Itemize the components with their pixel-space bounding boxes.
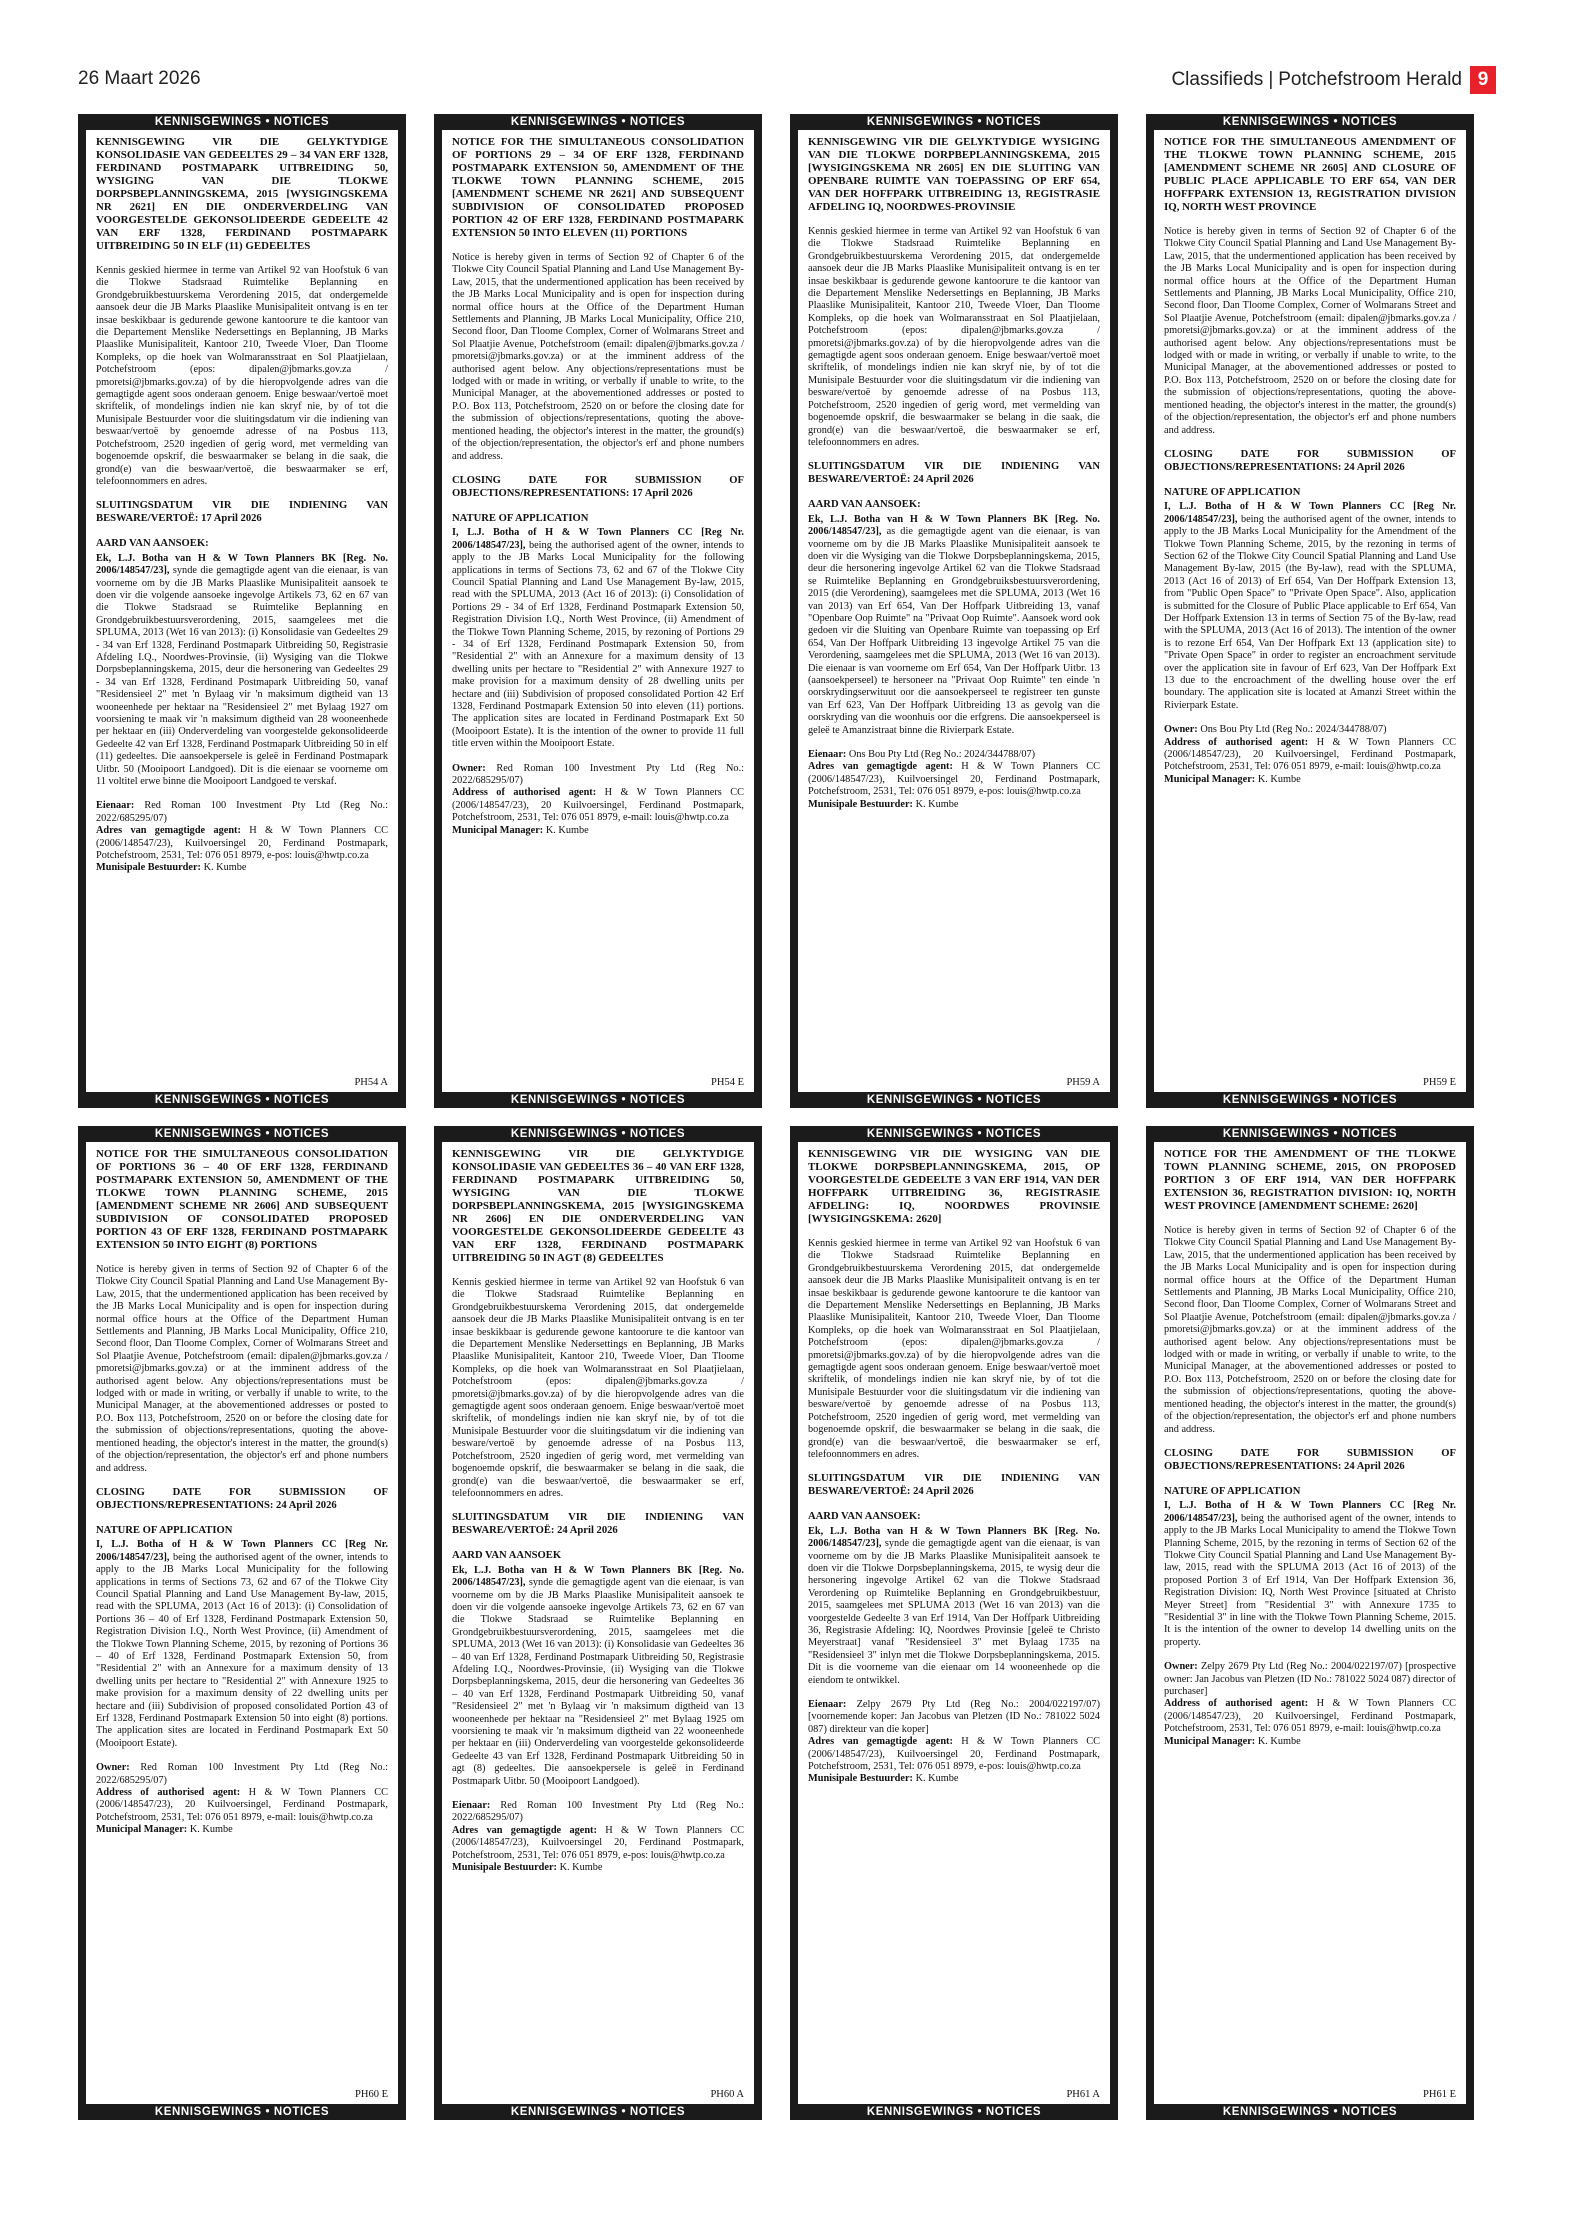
application-text: as die gemagtigde agent van die eienaar, is van voorneme om by die JB Marks Plaaslike Munisipaliteit aansoek te doen vir die Wysiging van die Tlokwe Dorpsbeplanningskema, 2015, deur die hersonering ingevolge Artikel 62 van die Tlokwe Stadsraad se Ruimtelike Beplanning en Grondgebruiksbestuursverordening, 2015 (die Verordening), saamgelees met die SPLUMA, 2013 (Wet 16 van 2013) van Erf 654, Van Der Hoffpark Uitbreiding 13, vanaf "Openbare Oop Ruimte" na "Privaat Oop Ruimte". Aansoek word ook gedoen vir die Sluiting van Openbare Ruimte van toepassing op Erf 654, Van Der Hoffpark Uitbreiding 13 ingevolge Artikel 75 van die Verordening, saamgelees met die SPLUMA, 2013 (Wet 16 van 2013). Die eienaar is van voorneme om Erf 654, Van Der Hoffpark Uitbr. 13 (aansoekperseel) te hersoneer na "Privaat Oop Ruimte" ten einde 'n oorskrydingserwituut oor die aansoekperseel te registreer ten gunste van Erf 623, Van Der Hoffpark Uitbreiding 13 as gevolg van die oorskryding van die woonhuis oor die erfgrens. Die aansoekperseel is geleë te Amanzistraat binne die Rivierpark Estate. — [808, 526, 1100, 736]
notice-box — [790, 1126, 1118, 2120]
agent-label: Address of authorised agent: — [452, 787, 597, 799]
application-text: being the authorised agent of the owner, intends to apply to the JB Marks Local Municipality for the Amendment of the Tlokwe Town Planning Scheme, 2015, by the rezoning in terms of Section 62 of the Tlokwe City Council Spatial Planning and Land Use Management By-law, 2015 (the By-law), read with the SPLUMA, 2013 (Act 16 of 2013) of Erf 654, Van Der Hoffpark Extension 13, from "Public Open Space" to "Private Open Space". Also, application is submitted for the Closure of Public Place applicable to Erf 654, Van Der Hoffpark Extension 13 in terms of Section 75 of the By-law, read with the SPLUMA, 2013 (Act 16 of 2013). The intention of the owner is to rezone Erf 654, Van Der Hoffpark Ext 13 (application site) to "Private Open Space" in order to register an encroachment servitude over the application site in favour of Erf 623, Van Der Hoffpark Ext 13 due to the encroachment of the dwelling house over the erf boundary. The application site is located at Amanzi Street within the Rivierpark Estate. — [1164, 513, 1456, 711]
notice-band-top — [78, 114, 406, 130]
notice-reference: PH61 A — [1062, 2089, 1100, 2100]
closing-date: CLOSING DATE FOR SUBMISSION OF OBJECTIONS/REPRESENTATIONS: 24 April 2026 — [96, 1486, 388, 1511]
agent-line — [1164, 1698, 1456, 1735]
owner-line — [1164, 724, 1456, 736]
application-paragraph — [808, 514, 1100, 737]
notice-band-label: KENNISGEWINGS • NOTICES — [510, 1094, 686, 1106]
closing-date: SLUITINGSDATUM VIR DIE INDIENING VAN BESWARE/VERTOË: 24 April 2026 — [808, 461, 1100, 486]
closing-date: CLOSING DATE FOR SUBMISSION OF OBJECTIONS/REPRESENTATIONS: 24 April 2026 — [1164, 448, 1456, 473]
application-text: synde die gemagtigde agent van die eienaar, is van voorneme om by die JB Marks Plaaslike Munisipaliteit aansoek te doen vir die Tlokwe Dorpsbeplanningskema, 2015, te wysig deur die hersonering ingevolge Artikel 62 van die Tlokwe Stadsraad Verordening op Ruimtelike Beplanning en Grondgebruikbestuur, 2015, saamgelees met SPLUMA 2013 (Wet 16 van 2013) van die voorgestelde Gedeelte 3 van Erf 1914, Van Der Hoffpark Uitbreiding 36, Registrasie Afdeling: IQ, Noordwes Provinsie [geleë te Christo Meyerstraat] vanaf "Residensieel 3" met Bylaag 1735 na "Residensieel 3" inlyn met die Tlokwe Dorpsbeplanningskema, 2015. Dit is die voorneme van die eienaar om 14 wooneenhede op die eiendom te ontwikkel. — [808, 1538, 1100, 1686]
manager-label: Municipal Manager: — [1164, 1735, 1256, 1747]
notice-text — [452, 252, 744, 837]
notice-band-top — [78, 1126, 406, 1142]
agent-line — [96, 825, 388, 862]
agent-value: H & W Town Planners CC (2006/148547/23), 20 Kuilvoersingel, Ferdinand Postmapark, Potchefstroom, 2531, Tel: 076 051 8979, e-mail: louis@hwtp.co.za — [96, 1787, 388, 1823]
manager-line — [808, 1773, 1100, 1785]
notice-reference: PH61 E — [1419, 2089, 1456, 2100]
owner-line — [1164, 1661, 1456, 1698]
applicant-name: Ek, L.J. Botha van H & W Town Planners BK [Reg. No. 2006/148547/23], — [96, 552, 388, 577]
closing-date: SLUITINGSDATUM VIR DIE INDIENING VAN BESWARE/VERTOË: 17 April 2026 — [96, 500, 388, 525]
manager-label: Municipal Manager: — [96, 1824, 188, 1836]
notice-band-bottom — [1146, 1092, 1474, 1108]
notice-band-top — [1146, 114, 1474, 130]
owner-label: Owner: — [1164, 724, 1198, 736]
notice-title: KENNISGEWING VIR DIE GELYKTYDIGE KONSOLIDASIE VAN GEDEELTES 36 – 40 VAN ERF 1328, FERDINAND POSTMAPARK UITBREIDING 50, WYSIGING VAN DIE TLOKWE DORPSBEPLANNINGSKEMA, 2015 [WYSIGINGSKEMA NR 2606] EN DIE ONDERVERDELING VAN VOORGESTELDE GEKONSOLIDEERDE GEDEELTE 43 VAN ERF 1328, FERDINAND POSTMAPARK UITBREIDING 50 IN AGT (8) GEDEELTES — [452, 1148, 744, 1264]
manager-value: K. Kumbe — [1257, 1735, 1301, 1747]
applicant-name: I, L.J. Botha of H & W Town Planners CC [Reg Nr. 2006/148547/23], — [1164, 501, 1456, 525]
notice-body — [96, 1148, 388, 2100]
agent-label: Adres van gemagtigde agent: — [452, 1824, 597, 1836]
notice-title: NOTICE FOR THE AMENDMENT OF THE TLOKWE TOWN PLANNING SCHEME, 2015, ON PROPOSED PORTION 3 OF ERF 1914, VAN DER HOFFPARK EXTENSION 36, REGISTRATION DIVISION: IQ, NORTH WEST PROVINCE [AMENDMENT SCHEME: 2620] — [1164, 1148, 1456, 1212]
application-paragraph — [452, 1565, 744, 1788]
application-text: being the authorised agent of the owner, intends to apply to the JB Marks Local Municipality to amend the Tlokwe Town Planning Scheme, 2015, by the rezoning in terms of Section 62 of the Tlokwe City Council Spatial Planning and Land Use Management By-law, 2015, read with the SPLUMA 2013 (Act 16 of 2013) of the proposed Portion 3 of Erf 1914, Van Der Hoffpark Extension 36, Registration Division: IQ, North West Province [situated at Christo Meyer Street] from "Residential 3" with Annexure 1735 to "Residential 3" in line with the Tlokwe Town Planning Scheme, 2015. It is the intention of the owner to develop 14 dwelling units on the property. — [1164, 1512, 1456, 1648]
owner-value: Red Roman 100 Investment Pty Ltd (Reg No.: 2022/685295/07) — [452, 762, 744, 787]
notice-body — [1164, 136, 1456, 1088]
applicant-name: Ek, L.J. Botha van H & W Town Planners BK [Reg. No. 2006/148547/23], — [808, 513, 1100, 538]
application-heading: NATURE OF APPLICATION — [96, 1524, 233, 1536]
owner-line — [452, 763, 744, 788]
application-paragraph — [96, 553, 388, 789]
agent-line — [1164, 737, 1456, 774]
application-text: synde die gemagtigde agent van die eienaar, is van voorneme om by die JB Marks Plaaslike Munisipaliteit aansoek te doen vir die volgende aansoeke ingevolge Artikels 73, 62 en 67 van die Tlokwe Stadsraad se Ruimtelike Beplanning en Grondgebruikbestuursverordening, 2015, saamgelees met die SPLUMA, 2013 (Wet 16 van 2013): (i) Konsolidasie van Gedeeltes 29 - 34 van Erf 1328, Ferdinand Postmapark Uitbreiding 50, Registrasie Afdeling I.Q., Noordwes-Provinsie, (ii) Wysiging van die Tlokwe Dorpsbeplanningskema, 2015, deur die hersonering van Gedeeltes 29 - 34 van Erf 1328, Ferdinand Postmapark Uitbreiding 50, vanaf "Residensieel 2" met 'n Bylaag vir 'n maksimum digtheid van 13 wooneenhede per hektaar na "Residensieel 2" met Bylaag 1927 om voorsiening te maak vir 'n maksimum digtheid van 28 wooneenhede per hektaar en (iii) Onderverdeling van voorgestelde gekonsolideerde Gedeelte 42 van Erf 1328, Ferdinand Postmapark Uitbreiding 50 in elf (11) gedeeltes. Die aansoekpersele is geleë in Ferdinand Postmapark Uitbr. 50 (Mooipoort Landgoed). Dit is die eienaar se voorneme om 11 voltitel erwe binne die Mooipoort Landgoed te verskaf. — [96, 565, 388, 788]
manager-label: Munisipale Bestuurder: — [808, 1773, 913, 1785]
notice-reference: PH59 A — [1062, 1077, 1100, 1088]
paper-name: Potchefstroom Herald — [1278, 69, 1462, 90]
owner-value: Zelpy 2679 Pty Ltd (Reg No.: 2004/022197/07) [prospective owner: Jan Jacobus van Pletzen (ID No.: 781022 5024 087) director of purchaser] — [1164, 1661, 1456, 1697]
application-paragraph — [808, 1526, 1100, 1687]
manager-line — [452, 1862, 744, 1874]
agent-line — [808, 761, 1100, 798]
notice-text — [1164, 1225, 1456, 1748]
issue-date: 26 Maart 2026 — [78, 68, 201, 89]
manager-value: K. Kumbe — [915, 798, 959, 810]
notice-title: KENNISGEWING VIR DIE GELYKTYDIGE WYSIGING VAN DIE TLOKWE DORPBEPLANNINGSKEMA, 2015 [WYSIGINGSKEMA NR 2605] EN DIE SLUITING VAN OPENBARE RUIMTE VAN TOEPASSING OP ERF 654, VAN DER HOFFPARK UITBREIDING 13, REGISTRASIE AFDELING IQ, NOORDWES-PROVINSIE — [808, 136, 1100, 213]
owner-label: Eienaar: — [96, 800, 135, 812]
notice-band-label: KENNISGEWINGS • NOTICES — [866, 116, 1042, 128]
application-text: being the authorised agent of the owner, intends to apply to the JB Marks Local Municipality for the following applications in terms of Sections 73, 62 and 67 of the Tlokwe City Council Spatial Planning and Land Use Management By-law, 2015, read with the SPLUMA, 2013 (Act 16 of 2013): (i) Consolidation of Portions 36 – 40 of Erf 1328, Ferdinand Postmapark Extension 50, Registration Division I.Q., North West Province, (ii) Amendment of the Tlokwe Town Planning Scheme, 2015, by rezoning of Portions 36 – 40 of Erf 1328, Ferdinand Postmapark Extension 50, from "Residential 2" with an Annexure for a maximum density of 13 dwelling units per hectare to "Residential 2" with Annexure 1925 to make provision for a maximum density of 22 dwelling units per hectare and (iii) Subdivision of proposed consolidated Portion 43 of Erf 1328, Ferdinand Postmapark Extension 50 into eight (8) portions. The application sites are located in Ferdinand Postmapark Ext 50 (Mooipoort Estate). — [96, 1551, 388, 1749]
manager-line — [96, 1824, 388, 1836]
notice-band-bottom — [790, 1092, 1118, 1108]
owner-value: Red Roman 100 Investment Pty Ltd (Reg No.: 2022/685295/07) — [452, 1800, 744, 1824]
application-text: being the authorised agent of the owner, intends to apply to the JB Marks Local Municipality for the following applications in terms of Sections 73, 62 and 67 of the Tlokwe City Council Spatial Planning and Land Use Management By-law, 2015, read with the SPLUMA, 2013 (Act 16 of 2013): (i) Consolidation of Portions 29 - 34 of Erf 1328, Ferdinand Postmapark Extension 50, Registration Division I.Q., North West Province, (ii) Amendment of the Tlokwe Town Planning Scheme, 2015, by rezoning of Portions 29 - 34 of Erf 1328, Ferdinand Postmapark Extension 50, from "Residential 2" with an Annexure for a maximum density of 13 dwelling units per hectare to "Residential 2" with Annexure 1927 to make provision for a maximum density of 28 dwelling units per hectare and (iii) Subdivision of proposed consolidated Portion 42 Erf 1328, Ferdinand Postmapark Extension 50 into eleven (11) portions. The application sites are located in Ferdinand Postmapark Ext 50 (Mooipoort Estate). It is the intention of the owner to provide 11 full title erven within the Mooipoort Estate. — [452, 539, 744, 750]
manager-value: K. Kumbe — [545, 824, 589, 836]
agent-label: Address of authorised agent: — [1164, 1698, 1309, 1710]
agent-label: Adres van gemagtigde agent: — [808, 761, 953, 773]
notice-body — [1164, 1148, 1456, 2100]
application-heading: NATURE OF APPLICATION — [1164, 486, 1301, 498]
owner-label: Owner: — [452, 762, 486, 774]
notice-paragraph: Notice is hereby given in terms of Section 92 of Chapter 6 of the Tlokwe City Council Spatial Planning and Land Use Management By-Law, 2015, that the undermentioned application has been received by the JB Marks Local Municipality and is open for inspection during normal office hours at the Office of the Department Human Settlements and Planning, JB Marks Local Municipality, Office 210, Second floor, Dan Tloome Complex, Corner of Wolmarans Street and Sol Plaatjie Avenue, Potchefstroom (email: dipalen@jbmarks.gov.za / pmoretsi@jbmarks.gov.za) or at the imminent address of the authorised agent below. Any objections/representations must be lodged with or made in writing, or verbally if unable to write, to the Municipal Manager, at the abovementioned addresses or posted to P.O. Box 113, Potchefstroom, 2520 on or before the closing date for the submission of objections/representations, quoting the above-mentioned heading, the objector's interest in the matter, the ground(s) of the objection/representation, the objector's erf and phone numbers and address. — [96, 1264, 388, 1474]
manager-line — [1164, 774, 1456, 786]
application-heading: NATURE OF APPLICATION — [1164, 1485, 1301, 1497]
notice-reference: PH54 E — [707, 1077, 744, 1088]
page-number-badge: 9 — [1470, 66, 1496, 94]
closing-date: CLOSING DATE FOR SUBMISSION OF OBJECTIONS/REPRESENTATIONS: 17 April 2026 — [452, 474, 744, 499]
application-paragraph — [452, 527, 744, 750]
agent-value: H & W Town Planners CC (2006/148547/23), 20 Kuilvoersingel, Ferdinand Postmapark, Potchefstroom, 2531, Tel: 076 051 8979, e-mail: louis@hwtp.co.za — [1164, 736, 1456, 773]
owner-value: Ons Bou Pty Ltd (Reg No.: 2024/344788/07) — [1200, 724, 1387, 736]
owner-label: Owner: — [96, 1762, 130, 1774]
notice-band-top — [434, 114, 762, 130]
agent-label: Address of authorised agent: — [1164, 736, 1309, 748]
notice-reference: PH54 A — [350, 1077, 388, 1088]
agent-value: H & W Town Planners CC (2006/148547/23), 20 Kuilvoersingel, Ferdinand Postmapark, Potchefstroom, 2531, Tel: 076 051 8979, e-mail: louis@hwtp.co.za — [452, 787, 744, 824]
owner-value: Red Roman 100 Investment Pty Ltd (Reg No.: 2022/685295/07) — [96, 1762, 388, 1786]
owner-line — [808, 749, 1100, 761]
notice-band-bottom — [790, 2104, 1118, 2120]
notice-band-label: KENNISGEWINGS • NOTICES — [1222, 116, 1398, 128]
owner-value: Zelpy 2679 Pty Ltd (Reg No.: 2004/022197/07) [voornemende koper: Jan Jacobus van Pletzen (ID No.: 781022 5024 087) direkteur van die koper] — [808, 1698, 1100, 1735]
agent-value: H & W Town Planners CC (2006/148547/23), Kuilvoersingel 20, Ferdinand Postmapark, Potchefstroom, 2531, Tel: 076 051 8979, e-pos: louis@hwtp.co.za — [452, 1824, 744, 1861]
manager-line — [96, 862, 388, 874]
application-heading: AARD VAN AANSOEK: — [808, 498, 921, 510]
agent-line — [452, 787, 744, 824]
notice-title: KENNISGEWING VIR DIE GELYKTYDIGE KONSOLIDASIE VAN GEDEELTES 29 – 34 VAN ERF 1328, FERDINAND POSTMAPARK UITBREIDING 50, WYSIGING VAN DIE TLOKWE DORPSBEPLANNINGSKEMA, 2015 [WYSIGINGSKEMA NR 2621] EN DIE ONDERVERDELING VAN VOORGESTELDE GEKONSOLIDEERDE GEDEELTE 42 VAN ERF 1328, FERDINAND POSTMAPARK UITBREIDING 50 IN ELF (11) GEDEELTES — [96, 136, 388, 252]
owner-label: Owner: — [1164, 1661, 1198, 1673]
notice-box — [78, 1126, 406, 2120]
agent-line — [96, 1787, 388, 1824]
notice-paragraph: Kennis geskied hiermee in terme van Artikel 92 van Hoofstuk 6 van die Tlokwe Stadsraad Ruimtelike Beplanning en Grondgebruikbestuurskema Verordening 2015, dat ondergemelde aansoek deur die JB Marks Plaaslike Munisipaliteit ontvang is en ter insae beskikbaar is gedurende gewone kantoorure te die kantoor van die Departement Menslike Nedersettings en Beplanning, JB Marks Plaaslike Munisipaliteit, Kantoor 210, Tweede Vloer, Dan Tloome Kompleks, op die hoek van Wolmaransstraat en Sol Plaatjielaan, Potchefstroom (epos: dipalen@jbmarks.gov.za / pmoretsi@jbmarks.gov.za) of by die hieropvolgende adres van die gemagtigde agent soos onderaan genoem. Enige beswaar/vertoë moet skriftelik, of mondelings indien nie kan skryf nie, by of tot die Munisipale Bestuurder voor die sluitingsdatum vir die indiening van beswaar/vertoë by genoemde adresse of na Posbus 113, Potchefstroom, 2520 ingedien of gerig word, met vermelding van bogenoemde opskrif, die beswaarmaker se belang in die saak, die grond(e) van die beswaar/vertoë, die beswaarmaker se erf, telefoonnommers en adres. — [96, 265, 388, 487]
notice-body — [452, 136, 744, 1088]
application-heading: NATURE OF APPLICATION — [452, 512, 589, 524]
notice-box — [1146, 114, 1474, 1108]
agent-line — [452, 1825, 744, 1862]
owner-value: Ons Bou Pty Ltd (Reg No.: 2024/344788/07) — [848, 749, 1036, 761]
owner-line — [96, 800, 388, 825]
agent-value: H & W Town Planners CC (2006/148547/23), Kuilvoersingel 20, Ferdinand Postmapark, Potchefstroom, 2531, Tel: 076 051 8979, e-pos: louis@hwtp.co.za — [808, 761, 1100, 798]
notice-title: NOTICE FOR THE SIMULTANEOUS CONSOLIDATION OF PORTIONS 36 – 40 OF ERF 1328, FERDINAND POSTMAPARK EXTENSION 50, AMENDMENT OF THE TLOKWE TOWN PLANNING SCHEME, 2015 [AMENDMENT SCHEME NR 2606] AND SUBSEQUENT SUBDIVISION OF CONSOLIDATED PROPOSED PORTION 43 OF ERF 1328, FERDINAND POSTMAPARK EXTENSION 50 INTO EIGHT (8) PORTIONS — [96, 1148, 388, 1251]
notice-band-bottom — [78, 2104, 406, 2120]
notice-paragraph: Kennis geskied hiermee in terme van Artikel 92 van Hoofstuk 6 van die Tlokwe Stadsraad Ruimtelike Beplanning en Grondgebruikbestuurskema Verordening 2015, dat ondergemelde aansoek deur die JB Marks Plaaslike Munisipaliteit ontvang is en ter insae beskikbaar is gedurende gewone kantoorure te die kantoor van die Departement Menslike Nedersettings en Beplanning, JB Marks Plaaslike Munisipaliteit, Kantoor 210, Tweede Vloer, Dan Tloome Kompleks, op die hoek van Wolmaransstraat en Sol Plaatjielaan, Potchefstroom (epos: dipalen@jbmarks.gov.za / pmoretsi@jbmarks.gov.za) of by die hieropvolgende adres van die gemagtigde agent soos onderaan genoem. Enige beswaar/vertoë moet skriftelik, of mondelings indien nie kan skryf nie, by of tot die Munisipale Bestuurder voor die sluitingsdatum vir die indiening van besware/vertoë by genoemde adresse of na Posbus 113, Potchefstroom, 2520 ingedien of gerig word, met vermelding van bogenoemde opskrif, die beswaarmaker se belang in die saak, die grond(e) van die beswaar/vertoë, die beswaarmaker se erf, telefoonnommers en adres. — [452, 1277, 744, 1499]
notice-body — [808, 1148, 1100, 2100]
notice-text — [96, 1264, 388, 1837]
owner-line — [452, 1800, 744, 1825]
notice-band-top — [1146, 1126, 1474, 1142]
notice-text — [808, 226, 1100, 811]
notice-band-label: KENNISGEWINGS • NOTICES — [154, 2106, 330, 2118]
owner-label: Eienaar: — [808, 1698, 847, 1710]
notice-box — [790, 114, 1118, 1108]
manager-value: K. Kumbe — [915, 1773, 959, 1785]
notice-paragraph: Notice is hereby given in terms of Section 92 of Chapter 6 of the Tlokwe City Council Spatial Planning and Land Use Management By-Law, 2015, that the undermentioned application has been received by the JB Marks Local Municipality and is open for inspection during normal office hours at the Office of the Department Human Settlements and Planning, JB Marks Local Municipality, Office 210, Second floor, Dan Tloome Complex, Corner of Wolmarans Street and Sol Plaatjie Avenue, Potchefstroom (email: dipalen@jbmarks.gov.za / pmoretsi@jbmarks.gov.za) or at the imminent address of the authorised agent below. Any objections/representations must be lodged with or made in writing, or verbally if unable to write, to the Municipal Manager, at the abovementioned addresses or posted to P.O. Box 113, Potchefstroom, 2520 on or before the closing date for the submission of objections/representations, quoting the above-mentioned heading, the objector's interest in the matter, the ground(s) of the objection/representation, the objector's erf and phone numbers and address. — [452, 252, 744, 462]
manager-label: Munisipale Bestuurder: — [96, 862, 201, 874]
notice-title: KENNISGEWING VIR DIE WYSIGING VAN DIE TLOKWE DORPSBEPLANNINGSKEMA, 2015, OP VOORGESTELDE GEDEELTE 3 VAN ERF 1914, VAN DER HOFFPARK UITBREIDING 36, REGISTRASIE AFDELING: IQ, NOORDWES PROVINSIE [WYSIGINGSKEMA: 2620] — [808, 1148, 1100, 1225]
applicant-name: I, L.J. Botha of H & W Town Planners CC [Reg Nr. 2006/148547/23], — [96, 1539, 388, 1563]
notice-band-label: KENNISGEWINGS • NOTICES — [866, 1094, 1042, 1106]
notice-reference: PH60 A — [706, 2089, 744, 2100]
agent-label: Address of authorised agent: — [96, 1787, 241, 1799]
notice-text — [452, 1277, 744, 1874]
closing-date: CLOSING DATE FOR SUBMISSION OF OBJECTIONS/REPRESENTATIONS: 24 April 2026 — [1164, 1447, 1456, 1472]
agent-value: H & W Town Planners CC (2006/148547/23), 20 Kuilvoersingel, Ferdinand Postmapark, Potchefstroom, 2531, Tel: 076 051 8979, e-mail: louis@hwtp.co.za — [1164, 1698, 1456, 1735]
manager-value: K. Kumbe — [559, 1862, 603, 1874]
notice-text — [808, 1238, 1100, 1786]
owner-line — [808, 1699, 1100, 1736]
closing-date: SLUITINGSDATUM VIR DIE INDIENING VAN BESWARE/VERTOË: 24 April 2026 — [452, 1512, 744, 1537]
notice-band-label: KENNISGEWINGS • NOTICES — [1222, 1094, 1398, 1106]
notice-band-label: KENNISGEWINGS • NOTICES — [510, 2106, 686, 2118]
notice-text — [96, 265, 388, 875]
agent-label: Adres van gemagtigde agent: — [808, 1736, 953, 1748]
notice-paragraph: Kennis geskied hiermee in terme van Artikel 92 van Hoofstuk 6 van die Tlokwe Stadsraad Ruimtelike Beplanning en Grondgebruikbestuurskema Verordening 2015, dat ondergemelde aansoek deur die JB Marks Plaaslike Munisipaliteit ontvang is en ter insae beskikbaar is gedurende gewone kantoorure te die kantoor van die Departement Menslike Nedersettings en Beplanning, JB Marks Plaaslike Munisipaliteit, Kantoor 210, Tweede Vloer, Dan Tloome Kompleks, op die hoek van Wolmaransstraat en Sol Plaatjielaan, Potchefstroom (epos: dipalen@jbmarks.gov.za / pmoretsi@jbmarks.gov.za) of by die hieropvolgende adres van die gemagtigde agent soos onderaan genoem. Enige beswaar/vertoë moet skriftelik, of mondelings indien nie kan skryf nie, by of tot die Munisipale Bestuurder voor die sluitingsdatum vir die indiening van besware/vertoë by genoemde adresse of na Posbus 113, Potchefstroom, 2520 ingedien of gerig word, met vermelding van bogenoemde opskrif, die beswaarmaker se belang in die saak, die grond(e) van die beswaar/vertoë, die beswaarmaker se erf, telefoonnommers en adres. — [808, 1238, 1100, 1460]
owner-value: Red Roman 100 Investment Pty Ltd (Reg No.: 2022/685295/07) — [96, 800, 388, 824]
manager-line — [808, 799, 1100, 811]
manager-label: Munisipale Bestuurder: — [452, 1862, 557, 1874]
agent-value: H & W Town Planners CC (2006/148547/23), Kuilvoersingel 20, Ferdinand Postmapark, Potchefstroom, 2531, Tel: 076 051 8979, e-pos: louis@hwtp.co.za — [808, 1736, 1100, 1773]
application-heading: AARD VAN AANSOEK — [452, 1549, 562, 1561]
application-paragraph — [1164, 501, 1456, 712]
notice-box — [1146, 1126, 1474, 2120]
applicant-name: Ek, L.J. Botha van H & W Town Planners BK [Reg. No. 2006/148547/23], — [808, 1525, 1100, 1550]
notice-band-label: KENNISGEWINGS • NOTICES — [510, 1128, 686, 1140]
application-text: synde die gemagtigde agent van die eienaar, is van voorneme om by die JB Marks Plaaslike Munisipaliteit aansoek te doen vir die volgende aansoeke ingevolge Artikels 73, 62 en 67 van die Tlokwe Stadsraad se Ruimtelike Beplanning en Grondgebruikbestuursverordening, 2015, saamgelees met die SPLUMA, 2013 (Wet 16 van 2013): (i) Konsolidasie van Gedeeltes 36 – 40 van Erf 1328, Ferdinand Postmapark Uitbreiding 50, Registrasie Afdeling I.Q., Noordwes-Provinsie, (ii) Wysiging van die Tlokwe Dorpsbeplanningskema, 2015, deur die hersonering van Gedeeltes 36 – 40 van Erf 1328, Ferdinand Postmapark Uitbreiding 50, vanaf "Residensieel 2" met 'n Bylaag vir 'n maksimum digtheid van 13 wooneenhede per hektaar na "Residensieel 2" met Bylaag 1925 om voorsiening te maak vir 'n maksimum digtheid van 22 wooneenhede per hektaar en (iii) Onderverdeling van voorgestelde gekonsolideerde Gedeelte 43 van Erf 1328, Ferdinand Postmapark Uitbreiding 50 in agt (8) gedeeltes. Die aansoekpersele is geleë in Ferdinand Postmapark Uitbr. 50 (Mooipoort Landgoed). — [452, 1577, 744, 1787]
manager-line — [1164, 1736, 1456, 1748]
notice-body — [452, 1148, 744, 2100]
applicant-name: I, L.J. Botha of H & W Town Planners CC [Reg Nr. 2006/148547/23], — [452, 527, 744, 551]
notice-band-bottom — [434, 1092, 762, 1108]
notice-body — [96, 136, 388, 1088]
closing-date: SLUITINGSDATUM VIR DIE INDIENING VAN BESWARE/VERTOË: 24 April 2026 — [808, 1473, 1100, 1498]
notice-band-top — [434, 1126, 762, 1142]
notice-band-label: KENNISGEWINGS • NOTICES — [866, 1128, 1042, 1140]
application-heading: AARD VAN AANSOEK: — [96, 537, 209, 549]
manager-value: K. Kumbe — [1257, 773, 1301, 785]
notice-paragraph: Notice is hereby given in terms of Section 92 of Chapter 6 of the Tlokwe City Council Spatial Planning and Land Use Management By-Law, 2015, that the undermentioned application has been received by the JB Marks Local Municipality and is open for inspection during normal office hours at the Office of the Department Human Settlements and Planning, JB Marks Local Municipality, Office 210, Second floor, Dan Tloome Complex, Corner of Wolmarans Street and Sol Plaatjie Avenue, Potchefstroom (email: dipalen@jbmarks.gov.za / pmoretsi@jbmarks.gov.za) or at the imminent address of the authorised agent below. Any objections/representations must be lodged with or made in writing, or verbally if unable to write, to the Municipal Manager, at the abovementioned addresses or posted to P.O. Box 113, Potchefstroom, 2520 on or before the closing date for the submission of objections/representations, quoting the above-mentioned heading, the objector's interest in the matter, the ground(s) of the objection/representation, the objector's erf and phone numbers and address. — [1164, 226, 1456, 436]
application-paragraph — [96, 1539, 388, 1750]
agent-label: Adres van gemagtigde agent: — [96, 825, 241, 837]
notice-reference: PH60 E — [351, 2089, 388, 2100]
owner-label: Eienaar: — [808, 749, 847, 761]
manager-label: Municipal Manager: — [452, 824, 544, 836]
notice-box — [78, 114, 406, 1108]
notice-band-top — [790, 114, 1118, 130]
agent-value: H & W Town Planners CC (2006/148547/23), Kuilvoersingel 20, Ferdinand Postmapark, Potchefstroom, 2531, Tel: 076 051 8979, e-pos: louis@hwtp.co.za — [96, 825, 388, 862]
section-name: Classifieds — [1171, 69, 1264, 90]
notice-band-label: KENNISGEWINGS • NOTICES — [866, 2106, 1042, 2118]
notice-band-bottom — [434, 2104, 762, 2120]
applicant-name: I, L.J. Botha of H & W Town Planners CC [Reg Nr. 2006/148547/23], — [1164, 1500, 1456, 1524]
manager-value: K. Kumbe — [189, 1824, 233, 1836]
notice-box — [434, 114, 762, 1108]
notice-band-bottom — [78, 1092, 406, 1108]
application-paragraph — [1164, 1500, 1456, 1649]
notice-band-label: KENNISGEWINGS • NOTICES — [154, 1094, 330, 1106]
notice-band-label: KENNISGEWINGS • NOTICES — [154, 116, 330, 128]
manager-line — [452, 825, 744, 837]
masthead — [1171, 66, 1496, 94]
notice-text — [1164, 226, 1456, 786]
owner-line — [96, 1762, 388, 1787]
owner-label: Eienaar: — [452, 1800, 491, 1812]
notice-band-label: KENNISGEWINGS • NOTICES — [154, 1128, 330, 1140]
manager-label: Munisipale Bestuurder: — [808, 798, 913, 810]
manager-value: K. Kumbe — [203, 862, 247, 874]
notice-reference: PH59 E — [1419, 1077, 1456, 1088]
notice-band-label: KENNISGEWINGS • NOTICES — [1222, 2106, 1398, 2118]
notice-title: NOTICE FOR THE SIMULTANEOUS CONSOLIDATION OF PORTIONS 29 – 34 OF ERF 1328, FERDINAND POSTMAPARK EXTENSION 50, AMENDMENT OF THE TLOKWE TOWN PLANNING SCHEME, 2015 [AMENDMENT SCHEME NR 2621] AND SUBSEQUENT SUBDIVISION OF CONSOLIDATED PROPOSED PORTION 42 OF ERF 1328, FERDINAND POSTMAPARK EXTENSION 50 INTO ELEVEN (11) PORTIONS — [452, 136, 744, 239]
notice-paragraph: Kennis geskied hiermee in terme van Artikel 92 van Hoofstuk 6 van die Tlokwe Stadsraad Ruimtelike Beplanning en Grondgebruikbestuurskema Verordening 2015, dat ondergemelde aansoek deur die JB Marks Plaaslike Munisipaliteit ontvang is en ter insae beskikbaar is gedurende gewone kantoorure te die kantoor van die Departement Menslike Nedersettings en Beplanning, JB Marks Plaaslike Munisipaliteit, Kantoor 210, Tweede Vloer, Dan Tloome Kompleks, op die hoek van Wolmaransstraat en Sol Plaatjielaan, Potchefstroom (epos: dipalen@jbmarks.gov.za / pmoretsi@jbmarks.gov.za) of by die hieropvolgende adres van die gemagtigde agent soos onderaan genoem. Enige beswaar/vertoë moet skriftelik, of mondelings indien nie kan skryf nie, by of tot die Munisipale Bestuurder voor die sluitingsdatum vir die indiening van besware/vertoë by genoemde adresse of na Posbus 113, Potchefstroom, 2520 ingedien of gerig word, met vermelding van bogenoemde opskrif, die beswaarmaker se belang in die saak, die grond(e) van die beswaar/vertoë, die beswaarmaker se erf, telefoonnommers en adres. — [808, 226, 1100, 448]
notice-band-bottom — [1146, 2104, 1474, 2120]
notice-band-top — [790, 1126, 1118, 1142]
page-header — [78, 66, 1496, 96]
application-heading: AARD VAN AANSOEK: — [808, 1510, 921, 1522]
notice-title: NOTICE FOR THE SIMULTANEOUS AMENDMENT OF THE TLOKWE TOWN PLANNING SCHEME, 2015 [AMENDMENT SCHEME NR 2605] AND CLOSURE OF PUBLIC PLACE APPLICABLE TO ERF 654, VAN DER HOFFPARK EXTENSION 13, REGISTRATION DIVISION IQ, NORTH WEST PROVINCE — [1164, 136, 1456, 213]
applicant-name: Ek, L.J. Botha van H & W Town Planners BK [Reg. No. 2006/148547/23], — [452, 1564, 744, 1589]
masthead-divider: | — [1268, 69, 1274, 90]
agent-line — [808, 1736, 1100, 1773]
manager-label: Municipal Manager: — [1164, 773, 1256, 785]
notice-band-label: KENNISGEWINGS • NOTICES — [1222, 1128, 1398, 1140]
notice-body — [808, 136, 1100, 1088]
notice-box — [434, 1126, 762, 2120]
notice-band-label: KENNISGEWINGS • NOTICES — [510, 116, 686, 128]
notice-paragraph: Notice is hereby given in terms of Section 92 of Chapter 6 of the Tlokwe City Council Spatial Planning and Land Use Management By-Law, 2015, that the undermentioned application has been received by the JB Marks Local Municipality and is open for inspection during normal office hours at the Office of the Department Human Settlements and Planning, JB Marks Local Municipality, Office 210, Second floor, Dan Tloome Complex, Corner of Wolmarans Street and Sol Plaatjie Avenue, Potchefstroom (email: dipalen@jbmarks.gov.za / pmoretsi@jbmarks.gov.za) or at the imminent address of the authorised agent below. Any objections/representations must be lodged with or made in writing, or verbally if unable to write, to the Municipal Manager, at the abovementioned addresses or posted to P.O. Box 113, Potchefstroom, 2520 on or before the closing date for the submission of objections/representations, quoting the above-mentioned heading, the objector's interest in the matter, the ground(s) of the objection/representation, the objector's erf and phone numbers and address. — [1164, 1225, 1456, 1435]
